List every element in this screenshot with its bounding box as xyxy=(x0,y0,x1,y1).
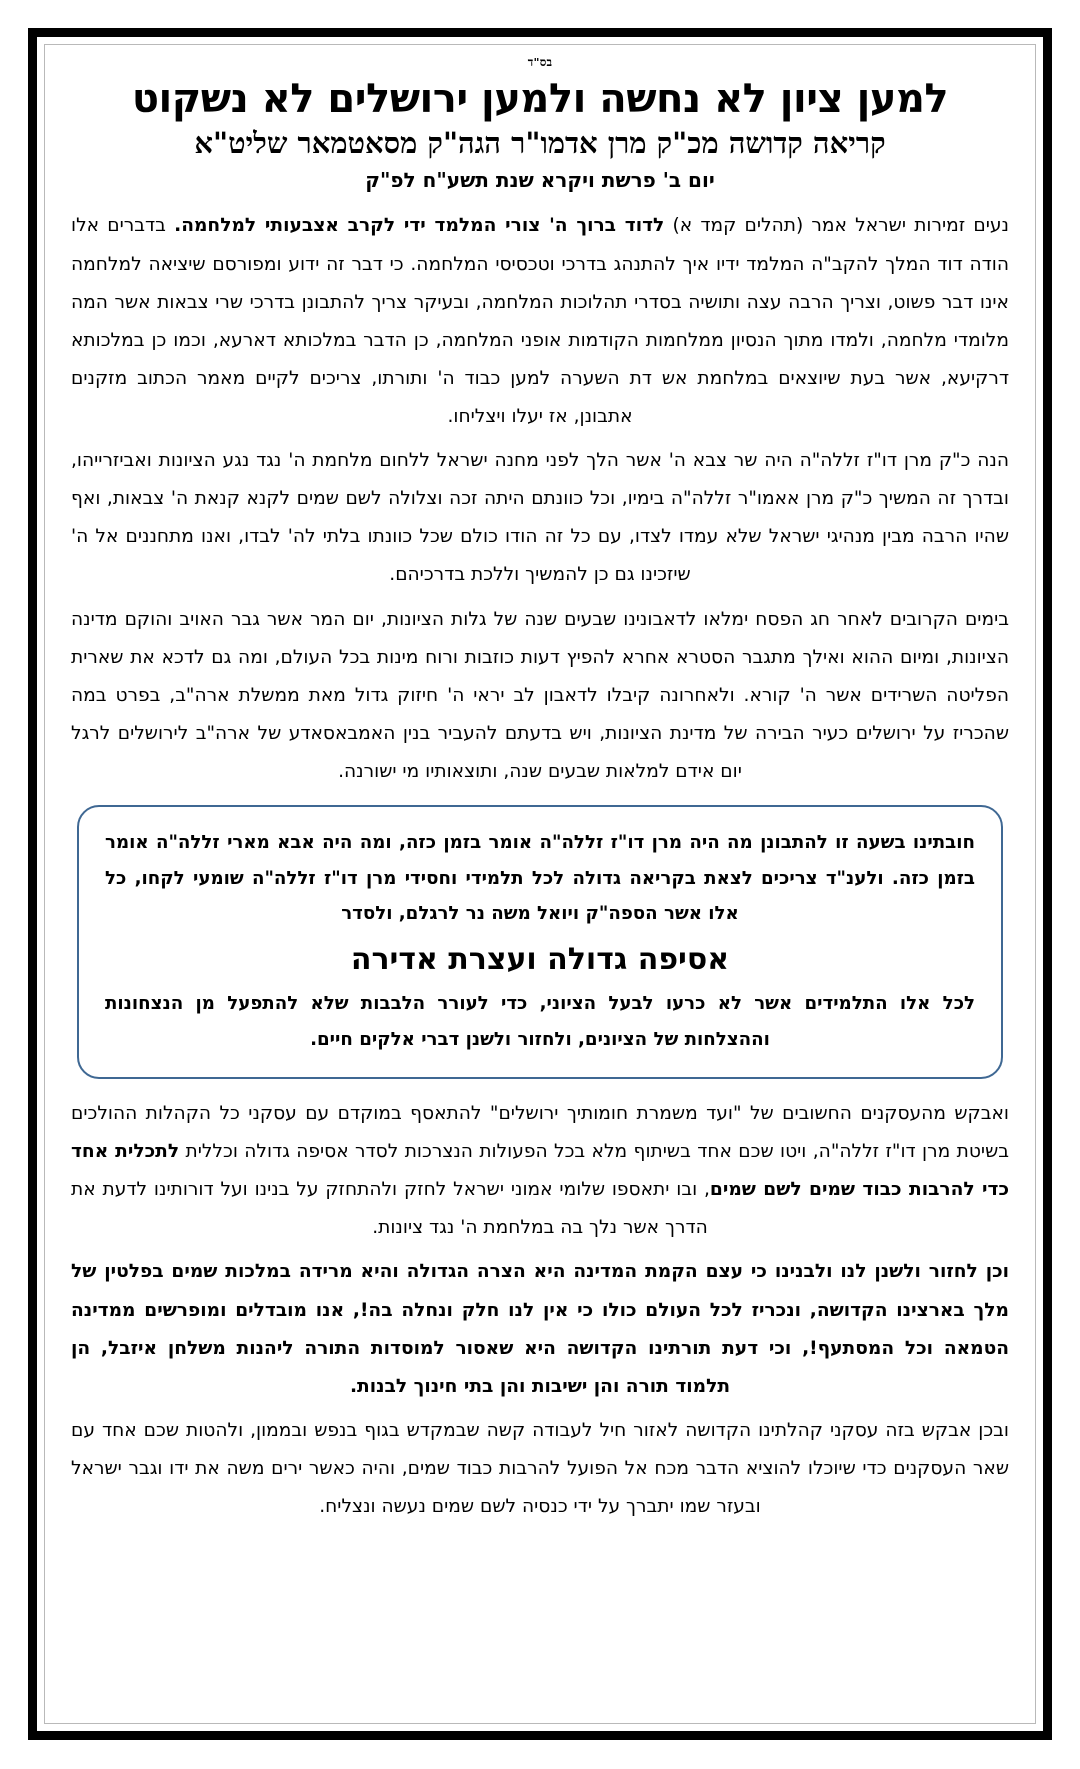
paragraph-1 xyxy=(71,207,1009,436)
callout-line-1: חובתינו בשעה זו להתבונן מה היה מרן דו"ז זללה"ה אומר בזמן כזה, ומה היה אבא מארי זללה"ה אומר בזמן כזה. ולענ"ד צריכים לצאת בקריאה גדולה לכל תלמידי וחסידי מרן דו"ז זללה"ה שומעי לקחו, כל אלו אשר הספה"ק ויואל משה נר לרגלם, ולסדר xyxy=(105,832,975,925)
callout-box xyxy=(77,805,1003,1079)
callout-line-2: לכל אלו התלמידים אשר לא כרעו לבעל הציוני, כדי לעורר הלבבות שלא להתפעל מן הנצחונות וההצלחות של הציונים, ולחזור ולשנן דברי אלקים חיים. xyxy=(105,993,975,1050)
paragraph-6: ובכן אבקש בזה עסקני קהלתינו הקדושה לאזור חיל לעבודה קשה שבמקדש בגוף בנפש ובממון, ולהטות שכם אחד עם שאר העסקנים כדי שיוכלו להוציא הדבר מכח אל הפועל להרבות כבוד שמים, והיה כאשר ירים משה את ידו וגבר ישראל ובעזר שמו יתברך על ידי כנסיה לשם שמים נעשה ונצליח. xyxy=(71,1419,1009,1518)
paragraph-1-part-c: בדברים אלו הודה דוד המלך להקב"ה המלמד ידיו איך להתנהג בדרכי וטכסיסי המלחמה. כי דבר זה ידוע ומפורסם שיציאה למלחמה אינו דבר פשוט, וצריך הרבה עצה ותושיה בסדרי תהלוכות המלחמה, ובעיקר צריך להתבונן בדרכי שרי צבאות אשר המה מלומדי מלחמה, ולמדו מתוך הנסיון ממלחמות הקודמות אופני המלחמה, כן הדבר במלכותא דארעא, וכמו כן במלכותא דרקיעא, אשר בעת שיוצאים במלחמת אש דת השערה למען כבוד ה' ותורתו, צריכים לקיים מאמר הכתוב מזקנים אתבונן, אז יעלו ויצליחו. xyxy=(71,215,1009,428)
page-date: יום ב' פרשת ויקרא שנת תשע"ח לפ"ק xyxy=(365,168,715,193)
poster-black-frame xyxy=(28,28,1052,1740)
bsd-label: בס"ד xyxy=(527,55,553,69)
page-title: למען ציון לא נחשה ולמען ירושלים לא נשקוט xyxy=(131,76,949,122)
paragraph-4-emphasis: לתכלית אחד כדי להרבות כבוד שמים לשם שמים xyxy=(71,1141,1009,1201)
paragraph-5: וכן לחזור ולשנן לנו ולבנינו כי עצם הקמת המדינה היא הצרה הגדולה והיא מרידה במלכות שמים בפלטין של מלך בארצינו הקדושה, ונכריז לכל העולם כולו כי אין לנו חלק ונחלה בה!, אנו מובדלים ומופרשים ממדינה הטמאה וכל המסתעף!, וכי דעת תורתינו הקדושה היא שאסור למוסדות התורה ליהנות משלחן איזבל, הן תלמוד תורה והן ישיבות והן בתי חינוך לבנות. xyxy=(71,1261,1009,1397)
paragraph-4-part-a: ואבקש מהעסקנים החשובים של "ועד משמרת חומותיך ירושלים" להתאסף במוקדם עם עסקני כל הקהלות ההולכים בשיטת מרן דו"ז זללה"ה, ויטו שכם אחד בשיתוף מלא בכל הפעולות הנצרכות לסדר אסיפה גדולה וכללית xyxy=(71,1103,1009,1163)
paragraph-4-part-c: , ובו יתאספו שלומי אמוני ישראל לחזק ולהתחזק על בנינו ועל דורותינו לדעת את הדרך אשר נלך בה במלחמת ה' נגד ציונות. xyxy=(71,1179,710,1239)
paragraph-4 xyxy=(71,1095,1009,1247)
callout-heading: אסיפה גדולה ועצרת אדירה xyxy=(350,941,730,977)
page-subtitle: קריאה קדושה מכ"ק מרן אדמו"ר הגה"ק מסאטמאר שליט"א xyxy=(194,126,886,160)
paragraph-3: בימים הקרובים לאחר חג הפסח ימלאו לדאבונינו שבעים שנה של גלות הציונות, יום המר אשר גבר האויב והוקם מדינה הציונות, ומיום ההוא ואילך מתגבר הסטרא אחרא להפיץ דעות כוזבות ורוח מינות בכל העולם, ומה גם לדכא את שארית הפליטה השרידים אשר ה' קורא. ולאחרונה קיבלו לדאבון לב יראי ה' חיזוק גדול מאת ממשלת ארה"ב, בפרט במה שהכריז על ירושלים כעיר הבירה של מדינת הציונות, ויש בדעתם להעביר בנין האמבאסאדע של ארה"ב לירושלים לרגל יום אידם למלאות שבעים שנה, ותוצאותיו מי ישורנה. xyxy=(71,608,1009,782)
paragraph-1-quote: לדוד ברוך ה' צורי המלמד ידי לקרב אצבעותי למלחמה. xyxy=(174,215,665,237)
poster-white-margin xyxy=(37,37,1043,1731)
paragraph-2: הנה כ"ק מרן דו"ז זללה"ה היה שר צבא ה' אשר הלך לפני מחנה ישראל ללחום מלחמת ה' נגד נגע הציונות ואביזרייהו, ובדרך זה המשיך כ"ק מרן אאמו"ר זללה"ה בימיו, וכל כוונתם היתה זכה וצלולה לשם שמים לקנא קנאת ה' צבאות, ואף שהיו הרבה מבין מנהיגי ישראל שלא עמדו לצדו, עם כל זה הודו כולם שכל כוונתו בלתי לה' לבדו, ואנו מתחננים אל ה' שיזכינו גם כן להמשיך וללכת בדרכיהם. xyxy=(71,450,1009,586)
paragraph-1-part-a: נעים זמירות ישראל אמר (תהלים קמד א) xyxy=(664,215,1009,237)
poster-sheet xyxy=(44,44,1036,1724)
